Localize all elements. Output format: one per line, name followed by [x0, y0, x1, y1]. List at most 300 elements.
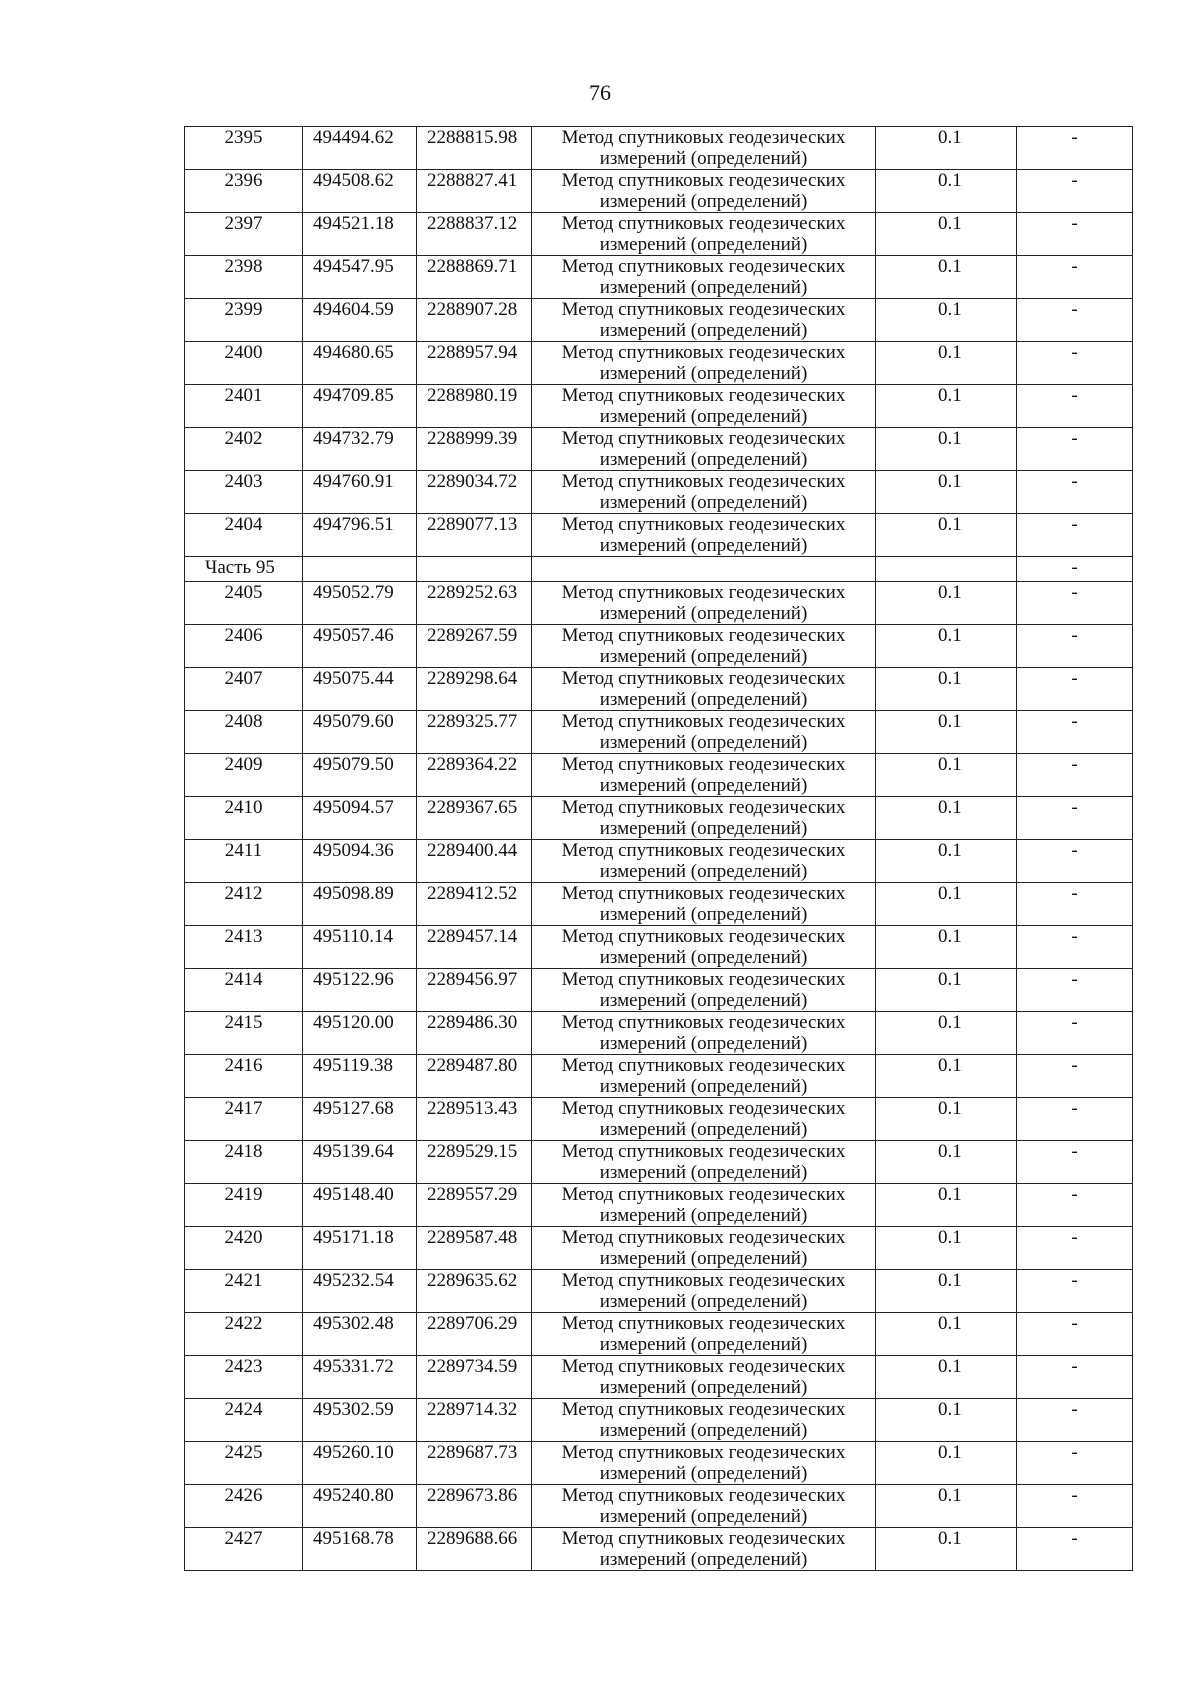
x-coordinate-cell: 495240.80	[303, 1485, 417, 1528]
method-line-2: измерений (определений)	[599, 320, 808, 341]
method-line-2: измерений (определений)	[599, 1076, 808, 1097]
method-line-1: Метод спутниковых геодезических	[561, 170, 846, 191]
table-row	[185, 1399, 1133, 1442]
point-number-cell: 2414	[185, 969, 303, 1012]
point-number-cell: 2397	[185, 213, 303, 256]
method-line-2: измерений (определений)	[599, 1463, 808, 1484]
table-row	[185, 471, 1133, 514]
method-line-1: Метод спутниковых геодезических	[561, 256, 846, 277]
accuracy-cell: 0.1	[876, 1442, 1017, 1485]
point-number-cell: 2398	[185, 256, 303, 299]
accuracy-cell: 0.1	[876, 668, 1017, 711]
y-coordinate-cell: 2289587.48	[417, 1227, 532, 1270]
accuracy-cell: 0.1	[876, 256, 1017, 299]
method-line-2: измерений (определений)	[599, 535, 808, 556]
method-cell	[532, 797, 876, 840]
y-coordinate-cell: 2288869.71	[417, 256, 532, 299]
method-line-2: измерений (определений)	[599, 191, 808, 212]
x-coordinate-cell: 495331.72	[303, 1356, 417, 1399]
method-line-1: Метод спутниковых геодезических	[561, 1528, 846, 1549]
method-line-2: измерений (определений)	[599, 947, 808, 968]
y-coordinate-cell: 2289557.29	[417, 1184, 532, 1227]
accuracy-cell: 0.1	[876, 1356, 1017, 1399]
method-line-1: Метод спутниковых геодезических	[561, 1270, 846, 1291]
method-cell	[532, 1313, 876, 1356]
method-line-1: Метод спутниковых геодезических	[561, 299, 846, 320]
x-coordinate-cell: 494732.79	[303, 428, 417, 471]
method-line-1: Метод спутниковых геодезических	[561, 514, 846, 535]
method-line-1: Метод спутниковых геодезических	[561, 711, 846, 732]
y-coordinate-cell: 2289034.72	[417, 471, 532, 514]
method-line-2: измерений (определений)	[599, 775, 808, 796]
x-coordinate-cell: 495079.50	[303, 754, 417, 797]
accuracy-cell: 0.1	[876, 1141, 1017, 1184]
x-coordinate-cell: 494547.95	[303, 256, 417, 299]
x-coordinate-cell: 494760.91	[303, 471, 417, 514]
table-row	[185, 1313, 1133, 1356]
method-line-1: Метод спутниковых геодезических	[561, 385, 846, 406]
table-row	[185, 1098, 1133, 1141]
y-coordinate-cell: 2289325.77	[417, 711, 532, 754]
accuracy-cell: 0.1	[876, 1313, 1017, 1356]
dash-cell: -	[1017, 1313, 1133, 1356]
table-row	[185, 1227, 1133, 1270]
x-coordinate-cell: 495260.10	[303, 1442, 417, 1485]
method-line-2: измерений (определений)	[599, 449, 808, 470]
table-row	[185, 1055, 1133, 1098]
method-line-2: измерений (определений)	[599, 1420, 808, 1441]
accuracy-cell: 0.1	[876, 342, 1017, 385]
empty-cell	[532, 557, 876, 582]
y-coordinate-cell: 2289364.22	[417, 754, 532, 797]
method-cell	[532, 1141, 876, 1184]
x-coordinate-cell: 495148.40	[303, 1184, 417, 1227]
point-number-cell: 2410	[185, 797, 303, 840]
table-row	[185, 1270, 1133, 1313]
dash-cell: -	[1017, 1485, 1133, 1528]
table-row	[185, 299, 1133, 342]
y-coordinate-cell: 2289400.44	[417, 840, 532, 883]
x-coordinate-cell: 495139.64	[303, 1141, 417, 1184]
method-cell	[532, 1055, 876, 1098]
table-row	[185, 1528, 1133, 1571]
y-coordinate-cell: 2289456.97	[417, 969, 532, 1012]
accuracy-cell: 0.1	[876, 711, 1017, 754]
y-coordinate-cell: 2289673.86	[417, 1485, 532, 1528]
y-coordinate-cell: 2289487.80	[417, 1055, 532, 1098]
y-coordinate-cell: 2288980.19	[417, 385, 532, 428]
table-row	[185, 127, 1133, 170]
point-number-cell: 2408	[185, 711, 303, 754]
dash-cell: -	[1017, 385, 1133, 428]
x-coordinate-cell: 495119.38	[303, 1055, 417, 1098]
method-cell	[532, 969, 876, 1012]
point-number-cell: 2411	[185, 840, 303, 883]
x-coordinate-cell: 495079.60	[303, 711, 417, 754]
dash-cell: -	[1017, 514, 1133, 557]
y-coordinate-cell: 2289267.59	[417, 625, 532, 668]
method-line-2: измерений (определений)	[599, 1205, 808, 1226]
point-number-cell: 2404	[185, 514, 303, 557]
y-coordinate-cell: 2289706.29	[417, 1313, 532, 1356]
method-line-2: измерений (определений)	[599, 1549, 808, 1570]
method-line-2: измерений (определений)	[599, 1248, 808, 1269]
dash-cell: -	[1017, 625, 1133, 668]
x-coordinate-cell: 494521.18	[303, 213, 417, 256]
dash-cell: -	[1017, 797, 1133, 840]
table-row	[185, 797, 1133, 840]
y-coordinate-cell: 2289412.52	[417, 883, 532, 926]
accuracy-cell: 0.1	[876, 582, 1017, 625]
y-coordinate-cell: 2289734.59	[417, 1356, 532, 1399]
method-line-1: Метод спутниковых геодезических	[561, 428, 846, 449]
dash-cell: -	[1017, 840, 1133, 883]
dash-cell: -	[1017, 754, 1133, 797]
accuracy-cell: 0.1	[876, 1012, 1017, 1055]
point-number-cell: 2405	[185, 582, 303, 625]
method-line-2: измерений (определений)	[599, 861, 808, 882]
method-line-2: измерений (определений)	[599, 689, 808, 710]
x-coordinate-cell: 495168.78	[303, 1528, 417, 1571]
y-coordinate-cell: 2289457.14	[417, 926, 532, 969]
dash-cell: -	[1017, 428, 1133, 471]
method-cell	[532, 1485, 876, 1528]
empty-cell	[876, 557, 1017, 582]
x-coordinate-cell: 494604.59	[303, 299, 417, 342]
method-line-1: Метод спутниковых геодезических	[561, 342, 846, 363]
dash-cell: -	[1017, 1055, 1133, 1098]
x-coordinate-cell: 494709.85	[303, 385, 417, 428]
point-number-cell: 2413	[185, 926, 303, 969]
method-line-1: Метод спутниковых геодезических	[561, 1313, 846, 1334]
accuracy-cell: 0.1	[876, 385, 1017, 428]
table-row	[185, 1485, 1133, 1528]
table-part-row	[185, 557, 1133, 582]
method-cell	[532, 256, 876, 299]
method-line-1: Метод спутниковых геодезических	[561, 969, 846, 990]
x-coordinate-cell: 495127.68	[303, 1098, 417, 1141]
x-coordinate-cell: 495098.89	[303, 883, 417, 926]
method-line-1: Метод спутниковых геодезических	[561, 883, 846, 904]
table-row	[185, 754, 1133, 797]
x-coordinate-cell: 495122.96	[303, 969, 417, 1012]
method-cell	[532, 668, 876, 711]
method-line-1: Метод спутниковых геодезических	[561, 1399, 846, 1420]
dash-cell: -	[1017, 1442, 1133, 1485]
point-number-cell: 2407	[185, 668, 303, 711]
method-cell	[532, 170, 876, 213]
accuracy-cell: 0.1	[876, 840, 1017, 883]
table-row	[185, 1184, 1133, 1227]
dash-cell: -	[1017, 1141, 1133, 1184]
dash-cell: -	[1017, 969, 1133, 1012]
x-coordinate-cell: 495232.54	[303, 1270, 417, 1313]
table-row	[185, 256, 1133, 299]
method-cell	[532, 342, 876, 385]
accuracy-cell: 0.1	[876, 926, 1017, 969]
table-row	[185, 342, 1133, 385]
x-coordinate-cell: 495110.14	[303, 926, 417, 969]
table-row	[185, 1356, 1133, 1399]
accuracy-cell: 0.1	[876, 127, 1017, 170]
accuracy-cell: 0.1	[876, 1528, 1017, 1571]
method-cell	[532, 1356, 876, 1399]
y-coordinate-cell: 2289687.73	[417, 1442, 532, 1485]
method-line-1: Метод спутниковых геодезических	[561, 840, 846, 861]
y-coordinate-cell: 2289077.13	[417, 514, 532, 557]
accuracy-cell: 0.1	[876, 213, 1017, 256]
point-number-cell: 2424	[185, 1399, 303, 1442]
dash-cell: -	[1017, 711, 1133, 754]
point-number-cell: 2403	[185, 471, 303, 514]
x-coordinate-cell: 495302.48	[303, 1313, 417, 1356]
point-number-cell: 2406	[185, 625, 303, 668]
accuracy-cell: 0.1	[876, 1055, 1017, 1098]
method-line-1: Метод спутниковых геодезических	[561, 1227, 846, 1248]
x-coordinate-cell: 494680.65	[303, 342, 417, 385]
accuracy-cell: 0.1	[876, 1270, 1017, 1313]
method-cell	[532, 711, 876, 754]
method-cell	[532, 1184, 876, 1227]
method-line-1: Метод спутниковых геодезических	[561, 625, 846, 646]
method-line-2: измерений (определений)	[599, 277, 808, 298]
method-line-2: измерений (определений)	[599, 1033, 808, 1054]
method-cell	[532, 471, 876, 514]
x-coordinate-cell: 494508.62	[303, 170, 417, 213]
point-number-cell: 2426	[185, 1485, 303, 1528]
table-row	[185, 1141, 1133, 1184]
accuracy-cell: 0.1	[876, 1399, 1017, 1442]
dash-cell: -	[1017, 1356, 1133, 1399]
method-line-1: Метод спутниковых геодезических	[561, 127, 846, 148]
method-line-1: Метод спутниковых геодезических	[561, 213, 846, 234]
dash-cell: -	[1017, 557, 1133, 582]
table-row	[185, 514, 1133, 557]
dash-cell: -	[1017, 1227, 1133, 1270]
point-number-cell: 2418	[185, 1141, 303, 1184]
method-line-1: Метод спутниковых геодезических	[561, 754, 846, 775]
method-cell	[532, 299, 876, 342]
method-line-2: измерений (определений)	[599, 363, 808, 384]
table-row	[185, 711, 1133, 754]
method-line-2: измерений (определений)	[599, 904, 808, 925]
method-line-1: Метод спутниковых геодезических	[561, 1442, 846, 1463]
accuracy-cell: 0.1	[876, 1098, 1017, 1141]
dash-cell: -	[1017, 471, 1133, 514]
dash-cell: -	[1017, 1012, 1133, 1055]
point-number-cell: 2422	[185, 1313, 303, 1356]
point-number-cell: 2400	[185, 342, 303, 385]
dash-cell: -	[1017, 1399, 1133, 1442]
part-label-cell: Часть 95	[185, 557, 303, 582]
point-number-cell: 2417	[185, 1098, 303, 1141]
accuracy-cell: 0.1	[876, 428, 1017, 471]
point-number-cell: 2421	[185, 1270, 303, 1313]
x-coordinate-cell: 494796.51	[303, 514, 417, 557]
table-row	[185, 582, 1133, 625]
method-cell	[532, 883, 876, 926]
dash-cell: -	[1017, 1184, 1133, 1227]
x-coordinate-cell: 495052.79	[303, 582, 417, 625]
x-coordinate-cell: 495120.00	[303, 1012, 417, 1055]
method-line-2: измерений (определений)	[599, 603, 808, 624]
y-coordinate-cell: 2289298.64	[417, 668, 532, 711]
method-cell	[532, 1098, 876, 1141]
point-number-cell: 2425	[185, 1442, 303, 1485]
method-cell	[532, 1399, 876, 1442]
method-cell	[532, 514, 876, 557]
method-line-1: Метод спутниковых геодезических	[561, 1141, 846, 1162]
y-coordinate-cell: 2289714.32	[417, 1399, 532, 1442]
y-coordinate-cell: 2288837.12	[417, 213, 532, 256]
y-coordinate-cell: 2289529.15	[417, 1141, 532, 1184]
y-coordinate-cell: 2288907.28	[417, 299, 532, 342]
dash-cell: -	[1017, 256, 1133, 299]
method-line-1: Метод спутниковых геодезических	[561, 668, 846, 689]
method-cell	[532, 127, 876, 170]
dash-cell: -	[1017, 926, 1133, 969]
x-coordinate-cell: 494494.62	[303, 127, 417, 170]
method-cell	[532, 1227, 876, 1270]
x-coordinate-cell: 495057.46	[303, 625, 417, 668]
method-line-2: измерений (определений)	[599, 1377, 808, 1398]
y-coordinate-cell: 2288957.94	[417, 342, 532, 385]
dash-cell: -	[1017, 1270, 1133, 1313]
dash-cell: -	[1017, 1098, 1133, 1141]
method-line-2: измерений (определений)	[599, 1506, 808, 1527]
dash-cell: -	[1017, 668, 1133, 711]
method-cell	[532, 428, 876, 471]
method-line-1: Метод спутниковых геодезических	[561, 1485, 846, 1506]
method-line-2: измерений (определений)	[599, 1291, 808, 1312]
dash-cell: -	[1017, 213, 1133, 256]
table-row	[185, 1012, 1133, 1055]
method-line-1: Метод спутниковых геодезических	[561, 1356, 846, 1377]
dash-cell: -	[1017, 342, 1133, 385]
accuracy-cell: 0.1	[876, 969, 1017, 1012]
method-line-1: Метод спутниковых геодезических	[561, 1055, 846, 1076]
method-cell	[532, 1270, 876, 1313]
table-row	[185, 428, 1133, 471]
coordinates-table	[184, 126, 1133, 1571]
table-row	[185, 840, 1133, 883]
method-line-2: измерений (определений)	[599, 406, 808, 427]
y-coordinate-cell: 2289252.63	[417, 582, 532, 625]
method-cell	[532, 926, 876, 969]
accuracy-cell: 0.1	[876, 1485, 1017, 1528]
method-cell	[532, 840, 876, 883]
dash-cell: -	[1017, 299, 1133, 342]
x-coordinate-cell: 495302.59	[303, 1399, 417, 1442]
accuracy-cell: 0.1	[876, 625, 1017, 668]
y-coordinate-cell: 2289635.62	[417, 1270, 532, 1313]
method-cell	[532, 625, 876, 668]
accuracy-cell: 0.1	[876, 471, 1017, 514]
point-number-cell: 2409	[185, 754, 303, 797]
method-line-2: измерений (определений)	[599, 492, 808, 513]
table-row	[185, 170, 1133, 213]
y-coordinate-cell: 2288999.39	[417, 428, 532, 471]
dash-cell: -	[1017, 1528, 1133, 1571]
method-line-2: измерений (определений)	[599, 234, 808, 255]
table-row	[185, 625, 1133, 668]
accuracy-cell: 0.1	[876, 170, 1017, 213]
table-row	[185, 1442, 1133, 1485]
method-line-2: измерений (определений)	[599, 1334, 808, 1355]
method-line-2: измерений (определений)	[599, 148, 808, 169]
method-line-2: измерений (определений)	[599, 646, 808, 667]
accuracy-cell: 0.1	[876, 1184, 1017, 1227]
method-line-2: измерений (определений)	[599, 818, 808, 839]
dash-cell: -	[1017, 170, 1133, 213]
table-row	[185, 883, 1133, 926]
method-cell	[532, 754, 876, 797]
y-coordinate-cell: 2288815.98	[417, 127, 532, 170]
method-cell	[532, 213, 876, 256]
table-row	[185, 385, 1133, 428]
dash-cell: -	[1017, 582, 1133, 625]
point-number-cell: 2415	[185, 1012, 303, 1055]
y-coordinate-cell: 2288827.41	[417, 170, 532, 213]
accuracy-cell: 0.1	[876, 514, 1017, 557]
y-coordinate-cell: 2289367.65	[417, 797, 532, 840]
method-line-1: Метод спутниковых геодезических	[561, 1184, 846, 1205]
method-line-1: Метод спутниковых геодезических	[561, 797, 846, 818]
point-number-cell: 2420	[185, 1227, 303, 1270]
empty-cell	[303, 557, 417, 582]
method-line-2: измерений (определений)	[599, 990, 808, 1011]
y-coordinate-cell: 2289513.43	[417, 1098, 532, 1141]
method-line-1: Метод спутниковых геодезических	[561, 582, 846, 603]
method-line-1: Метод спутниковых геодезических	[561, 1098, 846, 1119]
table-row	[185, 926, 1133, 969]
point-number-cell: 2412	[185, 883, 303, 926]
x-coordinate-cell: 495171.18	[303, 1227, 417, 1270]
y-coordinate-cell: 2289688.66	[417, 1528, 532, 1571]
y-coordinate-cell: 2289486.30	[417, 1012, 532, 1055]
x-coordinate-cell: 495075.44	[303, 668, 417, 711]
table-row	[185, 213, 1133, 256]
table-row	[185, 969, 1133, 1012]
dash-cell: -	[1017, 883, 1133, 926]
coordinates-table-body	[185, 127, 1133, 1571]
method-line-1: Метод спутниковых геодезических	[561, 926, 846, 947]
point-number-cell: 2396	[185, 170, 303, 213]
accuracy-cell: 0.1	[876, 797, 1017, 840]
point-number-cell: 2423	[185, 1356, 303, 1399]
method-line-2: измерений (определений)	[599, 1162, 808, 1183]
point-number-cell: 2395	[185, 127, 303, 170]
accuracy-cell: 0.1	[876, 1227, 1017, 1270]
dash-cell: -	[1017, 127, 1133, 170]
point-number-cell: 2399	[185, 299, 303, 342]
page-number: 76	[589, 80, 611, 105]
accuracy-cell: 0.1	[876, 299, 1017, 342]
method-cell	[532, 1528, 876, 1571]
point-number-cell: 2416	[185, 1055, 303, 1098]
method-cell	[532, 582, 876, 625]
table-row	[185, 668, 1133, 711]
method-cell	[532, 385, 876, 428]
point-number-cell: 2419	[185, 1184, 303, 1227]
x-coordinate-cell: 495094.57	[303, 797, 417, 840]
method-cell	[532, 1012, 876, 1055]
empty-cell	[417, 557, 532, 582]
x-coordinate-cell: 495094.36	[303, 840, 417, 883]
method-line-1: Метод спутниковых геодезических	[561, 1012, 846, 1033]
method-line-2: измерений (определений)	[599, 732, 808, 753]
method-line-2: измерений (определений)	[599, 1119, 808, 1140]
